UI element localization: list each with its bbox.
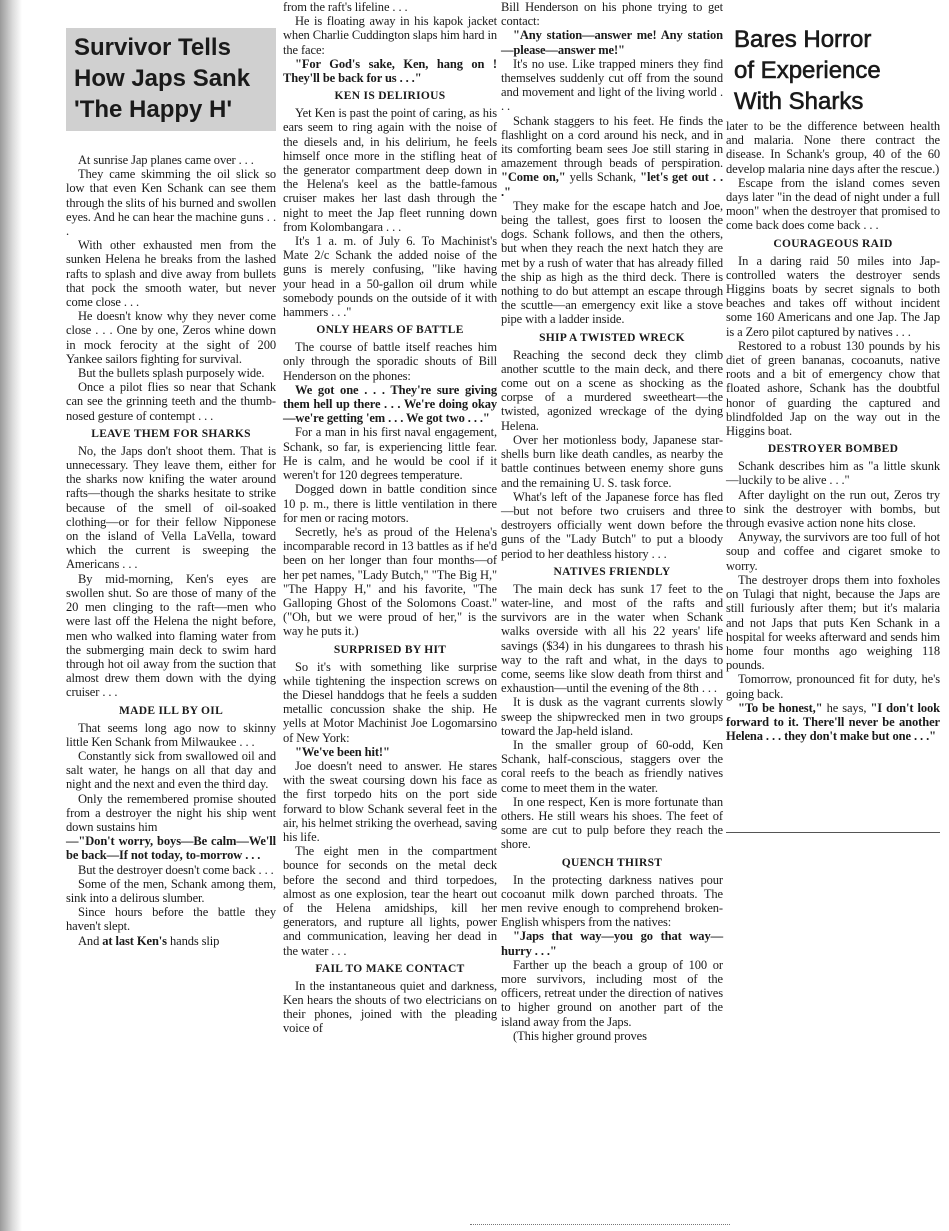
paragraph: Some of the men, Schank among them, sink into a delirous slumber. xyxy=(66,876,276,905)
subhead-courageous-raid: COURAGEOUS RAID xyxy=(773,237,893,250)
column-end-rule xyxy=(726,832,940,833)
paragraph: But the bullets splash purposely wide. xyxy=(78,366,265,381)
paragraph: (This higher ground proves xyxy=(513,1028,647,1043)
subhead-leave-them-for-sharks: LEAVE THEM FOR SHARKS xyxy=(91,427,251,440)
headline-right-line-1: Bares Horror xyxy=(734,26,872,53)
paragraph: It is dusk as the vagrant currents slowly sweep the shipwrecked men in two groups toward the Jap-held island. xyxy=(501,695,723,738)
paragraph: Schank describes him as "a little skunk—luckily to be alive . . ." xyxy=(726,459,940,488)
text-run-bold: "I don't look forward to it. There'll never be another Helena . . . they don't make but one . . ." xyxy=(726,700,940,744)
paragraph: Joe doesn't need to answer. He stares with the sweat coursing down his face as the first torpedo hits on the port side forward to blow Schank several feet in the air, his helmet striking the overhead, saving his life. xyxy=(283,758,497,844)
paragraph: Once a pilot flies so near that Schank can see the grinning teeth and the thumb-nosed gesture of contempt . . . xyxy=(66,380,276,423)
paragraph: The main deck has sunk 17 feet to the water-line, and most of the rafts and survivors are in the water when Schank walks overside with all his 22 years' life savings ($34) in his dungarees to thrash his way to the raft and what, in the days to come, seems like slow death from thirst and exhaustion—until the evening of the 8th . . . xyxy=(501,581,723,696)
paragraph: Escape from the island comes seven days later "in the dead of night under a full moon" when the destroyer that promised to come back does come back . . . xyxy=(726,175,940,233)
headline-right xyxy=(726,24,940,117)
paragraph: After daylight on the run out, Zeros try to sink the destroyer with bombs, but through evasive action none hits close. xyxy=(726,487,940,531)
paragraph: He doesn't know why they never come close . . . One by one, Zeros whine down in mock ferocity at the sight of 200 Yankee sailors fighting for survival. xyxy=(66,309,276,366)
subhead-fail-to-make-contact: FAIL TO MAKE CONTACT xyxy=(315,962,465,975)
paragraph: The course of battle itself reaches him only through the sporadic shouts of Bill Henderson on the phones: xyxy=(283,340,497,383)
paragraph: In the protecting darkness natives pour cocoanut milk down parched throats. The men revive enough to comprehend broken-English whispers from the natives: xyxy=(501,872,723,930)
subhead-surprised-by-hit: SURPRISED BY HIT xyxy=(333,643,447,656)
paragraph: In the smaller group of 60-odd, Ken Schank, half-conscious, staggers over the coral reefs to the beach as friendly natives come to meet them in the water. xyxy=(501,737,723,795)
paragraph: It's no use. Like trapped miners they find themselves suddenly cut off from the sound and movement and light of the living world . . . xyxy=(501,56,723,114)
subhead-quench-thirst: QUENCH THIRST xyxy=(561,856,663,869)
paragraph: Restored to a robust 130 pounds by his diet of green bananas, cocoanuts, native roots and a bit of emergency chow that floated ashore, Schank has the doubtful honor of guarding the captured and blindfolded Jap on the way out in the Higgins boat. xyxy=(726,338,940,439)
headline-right-line-3: With Sharks xyxy=(734,88,864,115)
paragraph: Constantly sick from swallowed oil and salt water, he hangs on all that day and night and the next and even the third day. xyxy=(66,748,276,792)
paragraph: Dogged down in battle condition since 10 p. m., there is little ventilation in there for men or racing motors. xyxy=(283,482,497,525)
paragraph: The eight men in the compartment bounce for seconds on the metal deck before the second and third torpedoes, almost as one explosion, tear the heart out of the Helena amidships, kill her generators, and rupture all lights, power and communication, leaving her dead in the water . . . xyxy=(283,844,497,958)
paragraph: Anyway, the survivors are too full of hot soup and coffee and cigaret smoke to worry. xyxy=(726,530,940,573)
paragraph: In the instantaneous quiet and darkness, Ken hears the shouts of two electricians on their phones, joined with the pleading voice of xyxy=(283,978,497,1036)
text-run: And xyxy=(78,933,100,948)
text-run: yells Schank, xyxy=(569,170,637,185)
paragraph: Yet Ken is past the point of caring, as his ears seem to ring again with the noise of the diesels and, in his delirium, he feels himself once more in the stifling heat of the generator compartment deep down in the Helena's keel as the battle-famous cruiser makes her last dash through the night to meet the Jap fleet running down from Kolombangara . . . xyxy=(283,106,497,234)
text-run: Schank staggers to his feet. He finds the flashlight on a cord around his neck, and in its comforting beam sees Joe still staring in amazement through beads of perspiration. xyxy=(501,113,723,171)
paragraph: Tomorrow, pronounced fit for duty, he's going back. xyxy=(726,672,940,701)
paragraph: Reaching the second deck they climb another scuttle to the main deck, and there come out on a scene as shocking as the corpse of a murdered sweetheart—the twisted, agonized wreckage of the dying Helena. xyxy=(501,347,723,433)
paragraph: Over her motionless body, Japanese star-shells burn like death candles, as nearby the battle continues between enemy shore guns and the remaining U. S. task force. xyxy=(501,432,723,490)
paragraph: They make for the escape hatch and Joe, being the tallest, goes first to loosen the dogs. Schank follows, and then the others, but when they reach the next hatch they are met by a rush of water that has already filled the ship as high as the third deck. There is nothing to do but attempt an escape through the scuttle—an emergency exit like a stove pipe with a ladder inside. xyxy=(501,198,723,327)
paragraph: Only the remembered promise shouted from a destroyer the night his ship went down sustains him xyxy=(66,791,276,834)
paragraph: Since hours before the battle they haven't slept. xyxy=(66,905,276,934)
headline-right-line-2: of Experience xyxy=(734,57,881,84)
paragraph: In a daring raid 50 miles into Jap-controlled waters the destroyer sends Higgins boats by secret signals to both beaches and takes off without incident some 160 Americans and one Jap. The Jap is a Zero pilot captured by natives . . . xyxy=(726,253,940,339)
subhead-ken-is-delirious: KEN IS DELIRIOUS xyxy=(334,90,446,103)
subhead-made-ill-by-oil: MADE ILL BY OIL xyxy=(118,704,224,717)
quote-charlie: "For God's sake, Ken, hang on ! They'll be back for us . . ." xyxy=(283,56,497,86)
text-run-bold: "To be honest," xyxy=(738,700,823,715)
text-run-bold: at last Ken's xyxy=(102,933,167,948)
paragraph xyxy=(66,934,276,948)
text-run-bold: "let's get out . . ." xyxy=(501,170,723,199)
text-run: he says, xyxy=(826,700,867,715)
page-edge-shadow xyxy=(0,0,22,1231)
subhead-destroyer-bombed: DESTROYER BOMBED xyxy=(767,443,899,456)
paragraph: At sunrise Jap planes came over . . . xyxy=(78,153,254,167)
paragraph: That seems long ago now to skinny little Ken Schank from Milwaukee . . . xyxy=(66,720,276,749)
subhead-only-hears-of-battle: ONLY HEARS OF BATTLE xyxy=(316,324,464,337)
paragraph: It's 1 a. m. of July 6. To Machinist's Mate 2/c Schank the added noise of the guns is merely confusing, "like having your head in a 50-gallon oil drum while somebody pounds on the outside of it with hammers . . ." xyxy=(283,234,497,320)
paragraph: No, the Japs don't shoot them. That is unnecessary. They leave them, either for the sharks now knifing the water around rafts—though the sharks hesitate to strike because of the smell of oil-soaked clothing—or for their fellow Nipponese on the island of Vella LaVella, toward which the current is sweeping the Americans . . . xyxy=(66,443,276,572)
paragraph: later to be the difference between health and malaria. None there contract the disease. In Schank's group, 40 of the 60 develop malaria nine days after the rescue.) xyxy=(726,119,940,176)
column-1 xyxy=(66,0,276,948)
column-3 xyxy=(501,0,723,1043)
paragraph: Bill Henderson on his phone trying to get contact: xyxy=(501,0,723,29)
quote-destroyer-promise: —"Don't worry, boys—Be calm—We'll be back—If not today, to-morrow . . . xyxy=(66,834,276,863)
text-run: hands slip xyxy=(169,933,220,948)
text-run-bold: "Come on," xyxy=(501,170,566,185)
column-4 xyxy=(726,0,940,743)
quote-japs-that-way: "Japs that way—you go that way—hurry . . ." xyxy=(501,929,723,958)
headline-left-line-3: 'The Happy H' xyxy=(74,96,233,123)
column-2 xyxy=(283,0,497,1036)
paragraph xyxy=(726,701,940,744)
quote-henderson: We got one . . . They're sure giving them hell up there . . . We're doing okay—we're getting 'em . . . We got two . . ." xyxy=(283,382,497,426)
headline-left-line-2: How Japs Sank xyxy=(74,65,251,92)
bottom-dotted-rule xyxy=(470,1224,730,1227)
paragraph xyxy=(501,114,723,199)
paragraph: So it's with something like surprise while tightening the inspection screws on the Diesel handdogs that he feels a sudden metallic concussion shake the ship. He yells at Motor Machinist Joe Logomarsino of New York: xyxy=(283,659,497,745)
paragraph: Farther up the beach a group of 100 or more survivors, including most of the officers, retreat under the direction of natives to higher ground on another part of the island away from the Japs. xyxy=(501,957,723,1029)
paragraph: from the raft's lifeline . . . xyxy=(283,0,408,14)
subhead-ship-a-twisted-wreck: SHIP A TWISTED WRECK xyxy=(539,331,685,344)
paragraph: With other exhausted men from the sunken Helena he breaks from the lashed rafts to splash and dive away from bullets that pock the smooth water, but never come close . . . xyxy=(66,238,276,310)
paragraph: For a man in his first naval engagement, Schank, so far, is experiencing little fear. He is calm, and he would be cool if it weren't for 120 degrees temperature. xyxy=(283,425,497,483)
quote-any-station: "Any station—answer me! Any station—please—answer me!" xyxy=(501,28,723,57)
paragraph: But the destroyer doesn't come back . . . xyxy=(78,862,274,877)
paragraph: By mid-morning, Ken's eyes are swollen shut. So are those of many of the 20 men clinging to the raft—men who were last off the Helena the night before, men who walked into flaming water from the submerging main deck to swim hard through hot oil away from the suction that almost drew them down with the dying cruiser . . . xyxy=(66,571,276,700)
paragraph: What's left of the Japanese force has fled—but not before two cruisers and three destroyers officially went down before the guns of the "Lady Butch" to put a bloody period to her deathless history . . . xyxy=(501,489,723,561)
paragraph: The destroyer drops them into foxholes on Tulagi that night, because the Japs are still furiously after them; but it's malaria and not Japs that puts Ken Schank in a hospital for weeks afterward and sends him home four months ago weighing 118 pounds. xyxy=(726,572,940,673)
headline-left xyxy=(66,28,276,131)
quote-been-hit: "We've been hit!" xyxy=(295,744,390,759)
subhead-natives-friendly: NATIVES FRIENDLY xyxy=(553,565,671,578)
paragraph: Secretly, he's as proud of the Helena's incomparable record in 13 battles as if he'd been on her longer than four months—of her pet names, "Lady Butch," "The Big H," "The Happy H," and his favorite, "The Galloping Ghost of the Solomons Coast." ("Oh, but we were proud of her," is the way he puts it.) xyxy=(283,524,497,639)
headline-left-line-1: Survivor Tells xyxy=(74,34,231,61)
paragraph: They came skimming the oil slick so low that even Ken Schank can see them through the slits of his burned and swollen eyes. And he can hear the machine guns . . . xyxy=(66,167,276,239)
paragraph: He is floating away in his kapok jacket when Charlie Cuddington slaps him hard in the face: xyxy=(283,14,497,57)
paragraph: In one respect, Ken is more fortunate than others. He still wears his shoes. The feet of some are cut to pulp before they reach the shore. xyxy=(501,794,723,852)
